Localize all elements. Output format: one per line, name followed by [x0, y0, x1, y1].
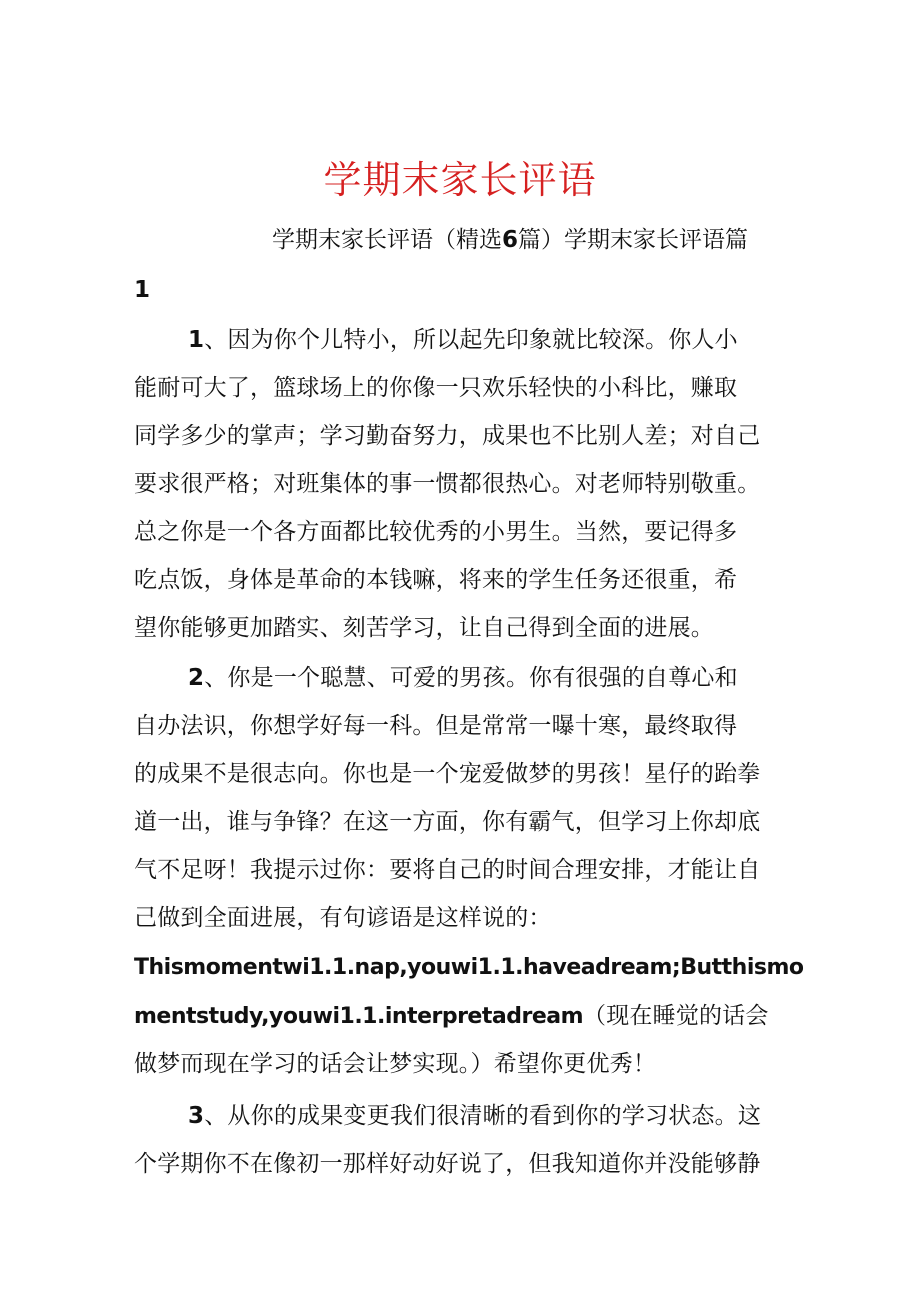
- english-quote-line-2: [134, 998, 794, 1035]
- english-quote-text: mentstudy,youwi1.1.interpretadream: [134, 1004, 584, 1029]
- paragraph-text: 、你是一个聪慧、可爱的男孩。你有很强的自尊心和: [204, 665, 738, 691]
- english-quote-line-1: Thismomentwi1.1.nap,youwi1.1.haveadream;Butthismo: [134, 955, 804, 980]
- paragraph-2-line-5: 气不足呀！我提示过你：要将自己的时间合理安排，才能让自: [134, 857, 761, 883]
- translation-start: （现在睡觉的话会: [583, 1003, 769, 1029]
- paragraph-2-line-3: 的成果不是很志向。你也是一个宠爱做梦的男孩！星仔的跆拳: [134, 761, 761, 787]
- paragraph-1-line-5: 总之你是一个各方面都比较优秀的小男生。当然，要记得多: [134, 519, 738, 545]
- paragraph-number: 2: [188, 665, 205, 691]
- paragraph-1-line-4: 要求很严格；对班集体的事一惯都很热心。对老师特别敬重。: [134, 471, 761, 497]
- subtitle: [272, 222, 812, 258]
- subtitle-wrap: 1: [134, 277, 151, 303]
- paragraph-2-line-1: [188, 660, 848, 696]
- paragraph-text: 、因为你个儿特小，所以起先印象就比较深。你人小: [204, 327, 738, 353]
- paragraph-2-line-4: 道一出，谁与争锋？在这一方面，你有霸气，但学习上你却底: [134, 809, 761, 835]
- paragraph-1-line-7: 望你能够更加踏实、刻苦学习，让自己得到全面的进展。: [134, 615, 714, 641]
- subtitle-text: 学期末家长评语（精选: [272, 227, 502, 253]
- paragraph-3-line-1: [188, 1098, 848, 1134]
- subtitle-number: 6: [502, 227, 519, 253]
- paragraph-1-line-6: 吃点饭，身体是革命的本钱嘛，将来的学生任务还很重，希: [134, 567, 738, 593]
- subtitle-text-2: 篇）学期末家长评语篇: [518, 227, 749, 253]
- paragraph-1-line-2: 能耐可大了，篮球场上的你像一只欢乐轻快的小科比，赚取: [134, 375, 738, 401]
- paragraph-number: 3: [188, 1103, 205, 1129]
- paragraph-1-line-3: 同学多少的掌声；学习勤奋努力，成果也不比别人差；对自己: [134, 423, 761, 449]
- paragraph-2-line-6: 己做到全面进展，有句谚语是这样说的：: [134, 905, 552, 931]
- paragraph-1-line-1: [188, 322, 848, 358]
- paragraph-text: 、从你的成果变更我们很清晰的看到你的学习状态。这: [204, 1103, 762, 1129]
- paragraph-3-line-2: 个学期你不在像初一那样好动好说了，但我知道你并没能够静: [134, 1151, 761, 1177]
- paragraph-number: 1: [188, 327, 205, 353]
- paragraph-2-line-2: 自办法识，你想学好每一科。但是常常一曝十寒，最终取得: [134, 713, 738, 739]
- paragraph-2-closing: 做梦而现在学习的话会让梦实现。）希望你更优秀！: [134, 1051, 657, 1077]
- page-title: 学期末家长评语: [323, 158, 597, 202]
